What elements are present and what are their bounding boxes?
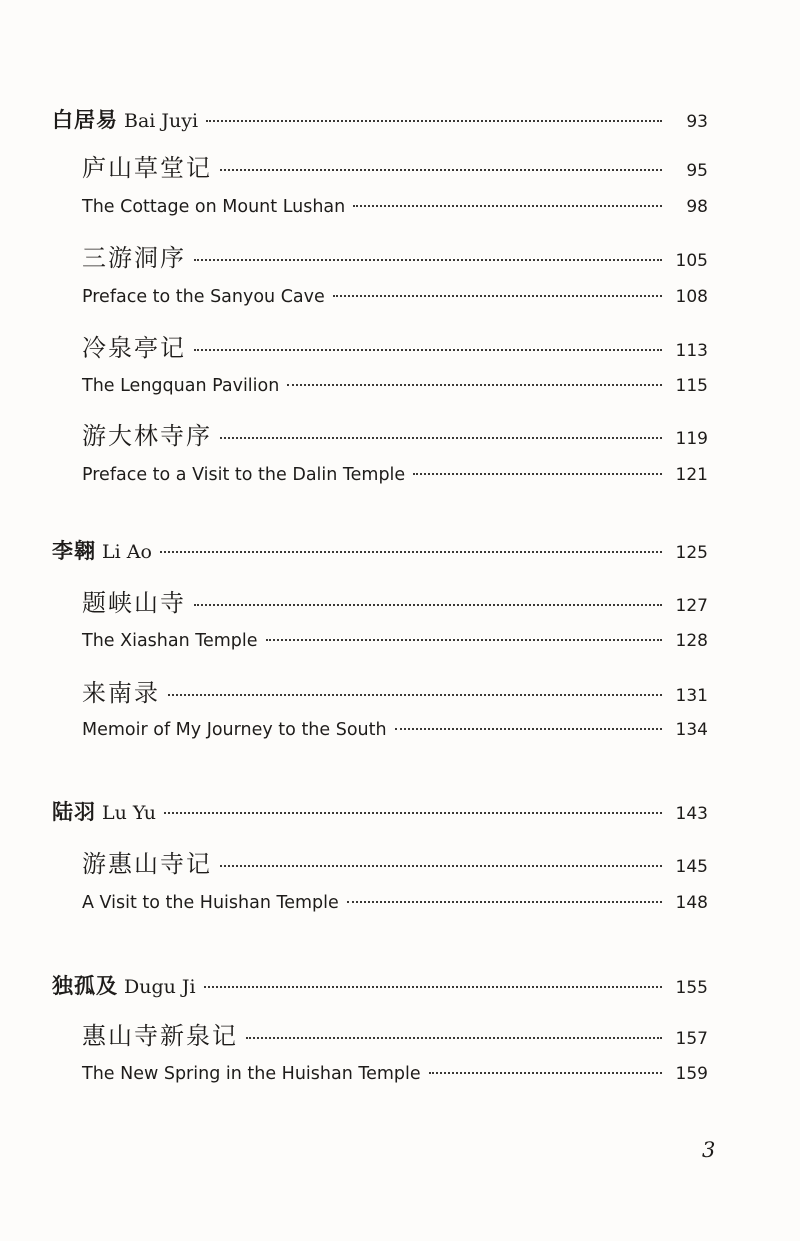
page-number: 143 — [675, 804, 708, 824]
page-number: 108 — [675, 287, 708, 307]
author-name-zh: 独孤及 — [52, 973, 118, 998]
page-number: 105 — [675, 251, 708, 271]
page-number: 95 — [686, 161, 708, 181]
dot-leader — [168, 693, 662, 696]
page-number: 113 — [675, 341, 708, 361]
toc-entry-zh[interactable] — [82, 583, 708, 618]
page-number: 159 — [675, 1064, 708, 1084]
toc-author-row[interactable] — [52, 796, 708, 826]
page-number: 115 — [675, 376, 708, 396]
dot-leader — [266, 638, 662, 641]
toc-entry-zh[interactable] — [82, 148, 708, 183]
dot-leader — [220, 436, 662, 439]
toc-entry-en[interactable] — [82, 720, 708, 740]
entry-title: 庐山草堂记 — [82, 154, 212, 182]
toc-entry-en[interactable] — [82, 376, 708, 396]
entry-title: 惠山寺新泉记 — [82, 1022, 238, 1050]
page-number: 148 — [675, 893, 708, 913]
toc-author-row[interactable] — [52, 104, 708, 134]
dot-leader — [194, 603, 662, 606]
toc-author-row[interactable] — [52, 970, 708, 1000]
page-number: 145 — [675, 857, 708, 877]
dot-leader — [204, 985, 662, 988]
page-number: 119 — [675, 429, 708, 449]
entry-title: Memoir of My Journey to the South — [82, 720, 387, 740]
dot-leader — [164, 811, 662, 814]
entry-title: The Cottage on Mount Lushan — [82, 197, 346, 217]
page-number: 128 — [675, 631, 708, 651]
dot-leader — [220, 168, 662, 171]
entry-title: The Xiashan Temple — [82, 631, 258, 651]
toc-entry-zh[interactable] — [82, 1016, 708, 1051]
page-number: 155 — [675, 978, 708, 998]
dot-leader — [194, 258, 662, 261]
toc-entry-en[interactable] — [82, 1064, 708, 1084]
toc-entry-zh[interactable] — [82, 328, 708, 363]
toc-entry-en[interactable] — [82, 197, 708, 217]
entry-title: 游大林寺序 — [82, 422, 212, 450]
dot-leader — [413, 472, 662, 475]
entry-title: The New Spring in the Huishan Temple — [82, 1064, 421, 1084]
dot-leader — [429, 1071, 662, 1074]
author-name-en: Lu Yu — [102, 802, 157, 824]
toc-author-row[interactable] — [52, 535, 708, 565]
author-name-en: Bai Juyi — [124, 110, 199, 132]
toc-entry-zh[interactable] — [82, 238, 708, 273]
author-name-zh: 白居易 — [52, 107, 118, 132]
entry-title: Preface to the Sanyou Cave — [82, 287, 325, 307]
dot-leader — [333, 294, 662, 297]
entry-title: A Visit to the Huishan Temple — [82, 893, 339, 913]
page-number: 121 — [675, 465, 708, 485]
entry-title: 题峡山寺 — [82, 589, 186, 617]
author-name-en: Dugu Ji — [124, 976, 196, 998]
entry-title: 来南录 — [82, 679, 160, 707]
dot-leader — [353, 204, 662, 207]
dot-leader — [287, 383, 662, 386]
dot-leader — [220, 864, 662, 867]
page-number: 93 — [686, 112, 708, 132]
dot-leader — [160, 550, 662, 553]
entry-title: 三游洞序 — [82, 244, 186, 272]
page-number: 134 — [675, 720, 708, 740]
page-number: 125 — [675, 543, 708, 563]
page-number: 127 — [675, 596, 708, 616]
dot-leader — [206, 119, 662, 122]
page-number: 157 — [675, 1029, 708, 1049]
toc-entry-en[interactable] — [82, 287, 708, 307]
dot-leader — [194, 348, 662, 351]
page-folio: 3 — [702, 1138, 716, 1162]
entry-title: The Lengquan Pavilion — [82, 376, 280, 396]
dot-leader — [395, 727, 662, 730]
author-name-zh: 李翱 — [52, 538, 96, 563]
entry-title: Preface to a Visit to the Dalin Temple — [82, 465, 406, 485]
toc-entry-en[interactable] — [82, 465, 708, 485]
toc-entry-en[interactable] — [82, 893, 708, 913]
page-number: 131 — [675, 686, 708, 706]
dot-leader — [347, 900, 662, 903]
toc-entry-en[interactable] — [82, 631, 708, 651]
page-number: 98 — [686, 197, 708, 217]
entry-title: 冷泉亭记 — [82, 334, 186, 362]
toc-entry-zh[interactable] — [82, 416, 708, 451]
dot-leader — [246, 1036, 662, 1039]
entry-title: 游惠山寺记 — [82, 850, 212, 878]
author-name-zh: 陆羽 — [52, 799, 96, 824]
author-name-en: Li Ao — [102, 541, 152, 563]
toc-entry-zh[interactable] — [82, 844, 708, 879]
toc-entry-zh[interactable] — [82, 673, 708, 708]
